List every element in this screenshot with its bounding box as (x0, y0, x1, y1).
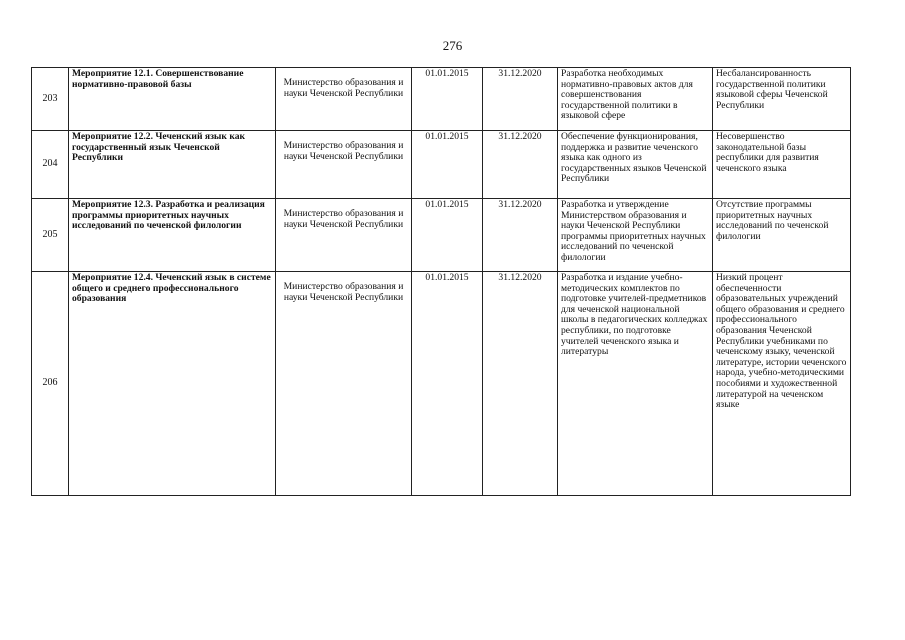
responsible-ministry: Министерство образования и науки Чеченской Республики (276, 272, 412, 496)
page-number: 276 (442, 38, 463, 53)
responsible-ministry: Министерство образования и науки Чеченской Республики (276, 199, 412, 272)
expected-result: Разработка и издание учебно-методических комплектов по подготовке учителей-предметников для чеченской национальной школы в педагогических колледжах республики, по подготовке учителей чеченского языка и литературы (558, 272, 713, 496)
row-number: 205 (32, 199, 69, 272)
consequence: Несовершенство законодательной базы республики для развития чеченского языка (713, 131, 851, 199)
start-date: 01.01.2015 (412, 68, 483, 131)
responsible-ministry: Министерство образования и науки Чеченской Республики (276, 131, 412, 199)
event-title: Мероприятие 12.4. Чеченский язык в системе общего и среднего профессионального образования (69, 272, 276, 496)
event-title: Мероприятие 12.1. Совершенствование нормативно-правовой базы (69, 68, 276, 131)
end-date: 31.12.2020 (483, 68, 558, 131)
start-date: 01.01.2015 (412, 131, 483, 199)
responsible-ministry: Министерство образования и науки Чеченской Республики (276, 68, 412, 131)
expected-result: Обеспечение функционирования, поддержка и развитие чеченского языка как одного из государственных языков Чеченской Республики (558, 131, 713, 199)
start-date: 01.01.2015 (412, 272, 483, 496)
start-date: 01.01.2015 (412, 199, 483, 272)
end-date: 31.12.2020 (483, 131, 558, 199)
table-row (32, 199, 851, 272)
consequence: Несбалансированность государственной политики языковой сферы Чеченской Республики (713, 68, 851, 131)
table-row (32, 272, 851, 496)
measures-table (31, 67, 851, 496)
row-number: 204 (32, 131, 69, 199)
expected-result: Разработка и утверждение Министерством образования и науки Чеченской Республики программы приоритетных научных исследований по чеченской филологии (558, 199, 713, 272)
table-row (32, 131, 851, 199)
event-title: Мероприятие 12.2. Чеченский язык как государственный язык Чеченской Республики (69, 131, 276, 199)
end-date: 31.12.2020 (483, 199, 558, 272)
event-title: Мероприятие 12.3. Разработка и реализация программы приоритетных научных исследований по чеченской филологии (69, 199, 276, 272)
consequence: Отсутствие программы приоритетных научных исследований по чеченской филологии (713, 199, 851, 272)
expected-result: Разработка необходимых нормативно-правовых актов для совершенствования государственной политики в языковой сфере (558, 68, 713, 131)
row-number: 206 (32, 272, 69, 496)
row-number: 203 (32, 68, 69, 131)
end-date: 31.12.2020 (483, 272, 558, 496)
table-row (32, 68, 851, 131)
consequence: Низкий процент обеспеченности образовательных учреждений общего образования и среднего профессионального образования Чеченской Республики учебниками по чеченскому языку, чеченской литературе, истории чеченского народа, учебно-методическими пособиями и художественной литературой на чеченском языке (713, 272, 851, 496)
